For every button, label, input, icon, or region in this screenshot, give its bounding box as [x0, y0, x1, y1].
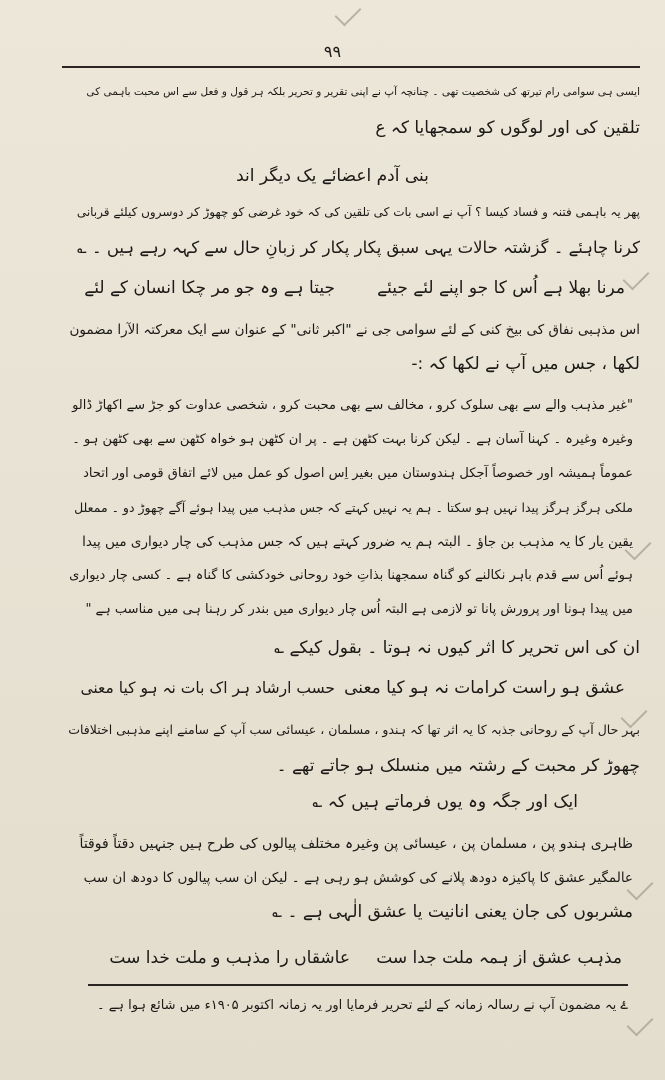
couplet-left: عاشقاں را مذہب و ملت خدا ست — [109, 948, 350, 968]
paragraph-line: بہر حال آپ کے روحانی جذبہ کا یہ اثر تھا کہ ہندو ، مسلمان ، عیسائی سب آپ کے سامنے اپنے مذہبی اختلافات — [68, 722, 640, 737]
quote-line: ملکی ہرگز ہرگز پیدا نہیں ہو سکتا ۔ ہم یہ نہیں کہتے کہ جس مذہب میں پیدا ہوئے آگے چھوڑ دو ۔ ممعلل — [74, 500, 633, 515]
quote-line: وغیرہ وغیرہ ۔ کہنا آسان ہے ۔ لیکن کرنا بہت کٹھن ہے ۔ پر ان کٹھن ہو خواہ کٹھن سے بھی کٹھن ہو ۔ — [72, 432, 633, 447]
margin-check-mark — [623, 264, 650, 291]
quote-line: "غیر مذہب والے سے بھی سلوک کرو ، مخالف سے بھی محبت کرو ، شخصی عداوت کو جڑ سے اکھاڑ ڈالو — [72, 398, 633, 413]
quote-line: عموماً ہمیشہ اور خصوصاً آجکل ہندوستان میں بغیر اِس اصول کو عمل میں لائے اتفاق قومی اور اتحاد — [83, 466, 633, 481]
verse-line: بنی آدم اعضائے یک دیگر اند — [236, 166, 429, 186]
quote-line: میں پیدا ہونا اور پرورش پانا تو لازمی ہے البتہ اُس چار دیواری میں بندر کر رہنا ہی میں مناسب ہے " — [85, 602, 633, 617]
paragraph-line: تلقین کی اور لوگوں کو سمجھایا کہ ع — [375, 118, 640, 138]
paragraph-line: اس مذہبی نفاق کی بیخ کنی کے لئے سوامی جی نے "اکبر ثانی" کے عنوان سے ایک معرکتہ الآرا مضمون — [69, 322, 640, 338]
footnote-rule — [88, 984, 628, 986]
paragraph-line: ایک اور جگہ وہ یوں فرماتے ہیں کہ ؎ — [312, 792, 578, 812]
quote-line: ظاہری ہندو پن ، مسلمان پن ، عیسائی پن وغیرہ مختلف پیالوں کی طرح ہیں جنہیں دقتاً فوقتاً — [79, 836, 633, 852]
margin-check-mark — [335, 0, 362, 26]
couplet-right: عشق ہو راست کرامات نہ ہو کیا معنی — [344, 678, 625, 698]
header-rule — [62, 66, 640, 68]
paragraph-line: چھوڑ کر محبت کے رشتہ میں منسلک ہو جاتے تھے ۔ — [276, 756, 640, 776]
paragraph-line: پھر یہ باہمی فتنہ و فساد کیسا ؟ آپ نے اسی بات کی تلقین کی کہ خود غرضی کو چھوڑ کر دوسروں کیلئے قربانی — [76, 205, 640, 219]
couplet-left: جیتا ہے وہ جو مر چکا انسان کے لئے — [84, 278, 335, 298]
couplet-right: مرنا بھلا ہے اُس کا جو اپنے لئے جیئے — [377, 278, 625, 298]
paragraph-line: کرنا چاہئے ۔ گزشتہ حالات یہی سبق پکار پکار کر زبانِ حال سے کہہ رہے ہیں ۔ ؎ — [77, 238, 640, 257]
quote-line: عالمگیر عشق کا پاکیزہ دودھ پلانے کی کوشش ہو رہی ہے ۔ لیکن ان سب پیالوں کا دودھ ان سب — [83, 870, 633, 886]
paragraph-line: لکھا ، جس میں آپ نے لکھا کہ :- — [411, 354, 640, 374]
page-number: ۹۹ — [323, 42, 342, 61]
margin-check-mark — [627, 1010, 654, 1037]
quote-line: یقین یار کا یہ مذہب بن جاؤ ۔ البتہ ہم یہ ضرور کہتے ہیں کہ جس مذہب کی چار دیواری میں پیدا — [82, 534, 633, 550]
couplet-right: مذہب عشق از ہمہ ملت جدا ست — [376, 948, 622, 968]
paragraph-line: ایسی ہی سوامی رام تیرتھ کی شخصیت تھی ۔ چنانچہ آپ نے اپنی تقریر و تحریر بلکہ ہر قول و فعل سے اس محبت باہمی کی — [86, 86, 640, 98]
quote-line: ہوئے اُس سے قدم باہر نکالنے کو گناہ سمجھنا بذاتِ خود روحانی خودکشی کا گناہ ہے ۔ کسی چار دیواری — [69, 568, 633, 583]
quote-line: مشربوں کی جان یعنی انانیت یا عشق الٰہی ہے ۔ ؎ — [272, 902, 633, 922]
couplet-left: حسب ارشاد ہر اک بات نہ ہو کیا معنی — [80, 679, 335, 697]
footnote: ۓ یہ مضمون آپ نے رسالہ زمانہ کے لئے تحریر فرمایا اور یہ زمانہ اکتوبر ۱۹۰۵ء میں شائع ہوا ہے ۔ — [96, 998, 628, 1013]
paragraph-line: ان کی اس تحریر کا اثر کیوں نہ ہوتا ۔ بقول کیکے ؎ — [274, 638, 640, 658]
